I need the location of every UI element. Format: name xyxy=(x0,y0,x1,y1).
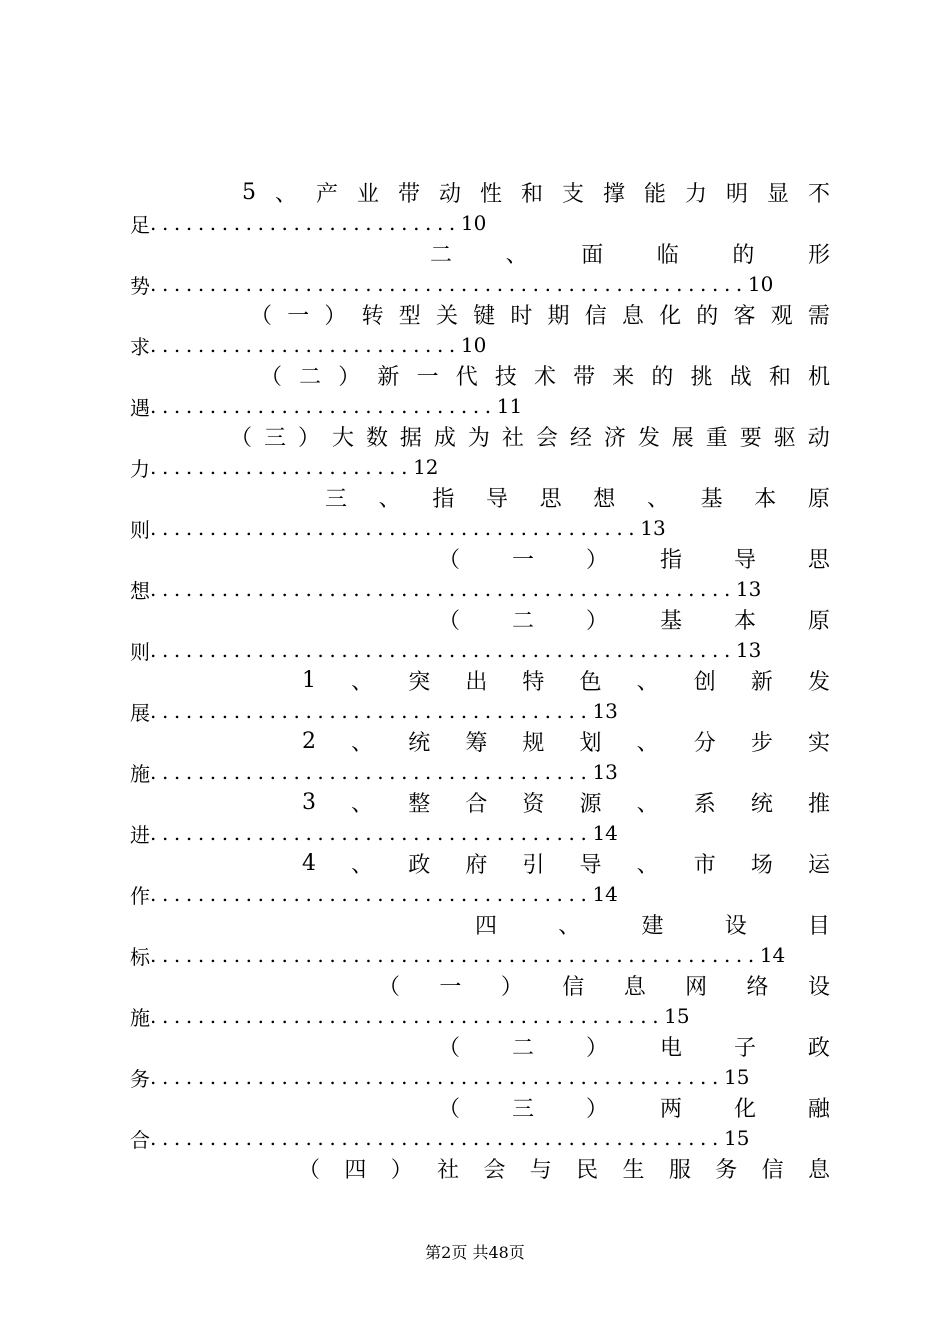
toc-page-number: 10 xyxy=(747,272,774,296)
toc-entry-heading: （ 二 ） 新 一 代 技 术 带 来 的 挑 战 和 机 xyxy=(260,365,830,390)
toc-entry-end-char: 合 xyxy=(130,1127,150,1152)
toc-entry[interactable] xyxy=(130,909,830,970)
toc-entry-continuation xyxy=(130,1062,830,1092)
toc-leader-dots: ................................................... xyxy=(150,943,760,967)
toc-leader-dots: .................................................. xyxy=(150,272,748,296)
toc-entry-end-char: 则 xyxy=(130,639,150,664)
toc-page-number: 14 xyxy=(759,943,786,967)
toc-entry-end-char: 展 xyxy=(130,700,150,725)
toc-entry-end-char: 施 xyxy=(130,1005,150,1030)
toc-entry-heading: 2 、 统 筹 规 划 、 分 步 实 xyxy=(302,729,830,756)
toc-entry[interactable] xyxy=(130,543,830,604)
toc-page-number: 12 xyxy=(413,455,439,479)
toc-page-number: 13 xyxy=(735,638,762,662)
toc-entry[interactable] xyxy=(130,421,830,482)
toc-entry-end-char: 施 xyxy=(130,761,150,786)
toc-entry-heading: （ 三 ） 两 化 融 xyxy=(438,1097,830,1122)
toc-entry-end-char: 遇 xyxy=(130,395,150,420)
table-of-contents xyxy=(130,177,830,1184)
toc-entry-heading: 4 、 政 府 引 导 、 市 场 运 xyxy=(302,851,830,878)
toc-leader-dots: ............................. xyxy=(150,394,497,418)
toc-entry-heading: 三 、 指 导 思 想 、 基 本 原 xyxy=(325,487,830,512)
toc-entry-continuation xyxy=(130,574,830,604)
toc-entry-continuation xyxy=(130,452,830,482)
toc-leader-dots: ..................................... xyxy=(150,699,593,723)
toc-entry[interactable] xyxy=(130,1092,830,1153)
toc-entry-continuation xyxy=(130,635,830,665)
toc-entry[interactable] xyxy=(130,1153,830,1184)
toc-entry-heading: （ 一 ） 信 息 网 络 设 xyxy=(378,975,830,1000)
toc-page-number: 10 xyxy=(460,211,487,235)
toc-page-number: 14 xyxy=(592,821,618,845)
toc-entry-continuation xyxy=(130,269,830,299)
toc-page-number: 10 xyxy=(460,333,487,357)
toc-entry-end-char: 务 xyxy=(130,1066,150,1091)
toc-entry-continuation xyxy=(130,757,830,787)
toc-entry-end-char: 足 xyxy=(130,212,150,237)
toc-entry-end-char: 标 xyxy=(130,944,150,969)
toc-leader-dots: ..................................... xyxy=(150,882,593,906)
toc-leader-dots: ..................................... xyxy=(150,760,593,784)
toc-entry-end-char: 想 xyxy=(130,578,150,603)
toc-page-number: 13 xyxy=(592,760,618,784)
toc-entry-continuation xyxy=(130,1001,830,1031)
toc-page-number: 15 xyxy=(723,1065,750,1089)
page-footer: 第2页 共48页 xyxy=(425,1243,525,1262)
toc-entry-continuation xyxy=(130,696,830,726)
toc-entry-continuation xyxy=(130,818,830,848)
toc-entry[interactable] xyxy=(130,970,830,1031)
toc-page-number: 14 xyxy=(592,882,618,906)
toc-entry-heading: 3 、 整 合 资 源 、 系 统 推 xyxy=(302,790,830,817)
toc-entry[interactable] xyxy=(130,665,830,726)
toc-leader-dots: .......................... xyxy=(150,333,461,357)
toc-entry[interactable] xyxy=(130,177,830,238)
toc-leader-dots: .......................... xyxy=(150,211,461,235)
toc-entry-end-char: 进 xyxy=(130,822,150,847)
toc-entry-continuation xyxy=(130,208,830,238)
toc-leader-dots: ................................................ xyxy=(150,1065,724,1089)
toc-entry[interactable] xyxy=(130,604,830,665)
toc-entry-heading: （ 三 ） 大 数 据 成 为 社 会 经 济 发 展 重 要 驱 动 xyxy=(230,426,830,451)
toc-entry-end-char: 则 xyxy=(130,517,150,542)
toc-leader-dots: ................................................ xyxy=(150,1126,724,1150)
toc-entry[interactable] xyxy=(130,360,830,421)
toc-leader-dots: ................................................. xyxy=(150,638,736,662)
toc-entry[interactable] xyxy=(130,848,830,909)
toc-entry-heading: （ 二 ） 基 本 原 xyxy=(438,609,830,634)
toc-entry[interactable] xyxy=(130,787,830,848)
toc-entry[interactable] xyxy=(130,238,830,299)
toc-page-number: 13 xyxy=(735,577,762,601)
toc-entry-heading: （ 一 ） 指 导 思 xyxy=(438,548,830,573)
toc-entry-heading: 5 、 产 业 带 动 性 和 支 撑 能 力 明 显 不 xyxy=(242,180,830,207)
toc-entry-continuation xyxy=(130,940,830,970)
toc-entry-end-char: 作 xyxy=(130,883,150,908)
toc-entry-heading: （ 四 ） 社 会 与 民 生 服 务 信 息 xyxy=(298,1158,830,1183)
toc-entry-heading: （ 二 ） 电 子 政 xyxy=(438,1036,830,1061)
toc-entry[interactable] xyxy=(130,726,830,787)
toc-page-number: 13 xyxy=(592,699,618,723)
toc-entry[interactable] xyxy=(130,299,830,360)
toc-leader-dots: ................................................. xyxy=(150,577,736,601)
toc-entry-end-char: 势 xyxy=(130,273,150,298)
toc-entry-heading: 二 、 面 临 的 形 xyxy=(430,243,830,268)
toc-entry-continuation xyxy=(130,879,830,909)
toc-entry-heading: 四 、 建 设 目 xyxy=(475,914,830,939)
toc-entry-heading: 1 、 突 出 特 色 、 创 新 发 xyxy=(302,668,830,695)
toc-entry-continuation xyxy=(130,1123,830,1153)
toc-leader-dots: ........................................... xyxy=(150,1004,665,1028)
toc-entry-end-char: 力 xyxy=(130,456,150,481)
toc-page-number: 11 xyxy=(496,394,523,418)
toc-entry-continuation xyxy=(130,330,830,360)
toc-entry[interactable] xyxy=(130,482,830,543)
toc-leader-dots: ......................................... xyxy=(150,516,641,540)
toc-entry-continuation xyxy=(130,513,830,543)
toc-entry[interactable] xyxy=(130,1031,830,1092)
toc-leader-dots: ...................... xyxy=(150,455,414,479)
toc-entry-end-char: 求 xyxy=(130,334,150,359)
toc-leader-dots: ..................................... xyxy=(150,821,593,845)
toc-page-number: 15 xyxy=(723,1126,750,1150)
toc-entry-continuation xyxy=(130,391,830,421)
toc-page-number: 13 xyxy=(640,516,666,540)
toc-page-number: 15 xyxy=(664,1004,690,1028)
toc-entry-heading: （ 一 ） 转 型 关 键 时 期 信 息 化 的 客 观 需 xyxy=(250,304,830,329)
